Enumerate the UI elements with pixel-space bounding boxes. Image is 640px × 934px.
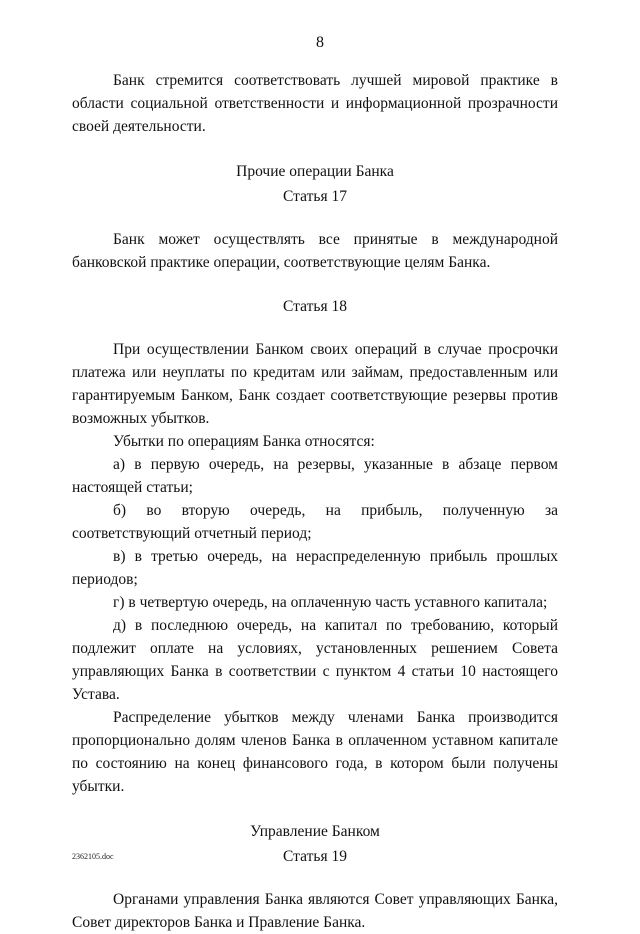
article-heading: Статья 19 (283, 848, 347, 865)
section-heading: Прочие операции Банка (236, 163, 394, 180)
article-heading: Статья 17 (283, 188, 347, 205)
list-item: в) в третью очередь, на нераспределенную прибыль прошлых периодов; (72, 548, 558, 588)
list-item: д) в последнюю очередь, на капитал по требованию, который подлежит оплате на условиях, установленных решением Совета управляющих Банка в соответствии с пунктом 4 статьи 10 настоящего Устава. (72, 617, 558, 703)
section-heading: Управление Банком (250, 823, 380, 840)
list-item: г) в четвертую очередь, на оплаченную часть уставного капитала; (113, 594, 548, 611)
paragraph: При осуществлении Банком своих операций в случае просрочки платежа или неуплаты по кредитам или займам, предоставленным или гарантируемым Банком, Банк создает соответствующие резервы против возможных убытков. (72, 341, 558, 427)
paragraph: Распределение убытков между членами Банка производится пропорционально долям членов Банка в оплаченном уставном капитале по состоянию на конец финансового года, в котором были получены убытки. (72, 709, 558, 795)
paragraph: Банк может осуществлять все принятые в международной банковской практике операции, соответствующие целям Банка. (72, 231, 558, 271)
paragraph: Органами управления Банка являются Совет управляющих Банка, Совет директоров Банка и Правление Банка. (72, 891, 558, 931)
document-body (72, 69, 558, 934)
list-item: а) в первую очередь, на резервы, указанные в абзаце первом настоящей статьи; (72, 456, 558, 496)
page-number: 8 (316, 34, 324, 51)
article-heading: Статья 18 (283, 298, 347, 315)
list-item: б) во вторую очередь, на прибыль, полученную за соответствующий отчетный период; (72, 502, 558, 542)
paragraph: Убытки по операциям Банка относятся: (113, 433, 375, 450)
paragraph: Банк стремится соответствовать лучшей мировой практике в области социальной ответственности и информационной прозрачности своей деятельности. (72, 72, 558, 135)
footer-filename: 2362105.doc (72, 852, 114, 861)
